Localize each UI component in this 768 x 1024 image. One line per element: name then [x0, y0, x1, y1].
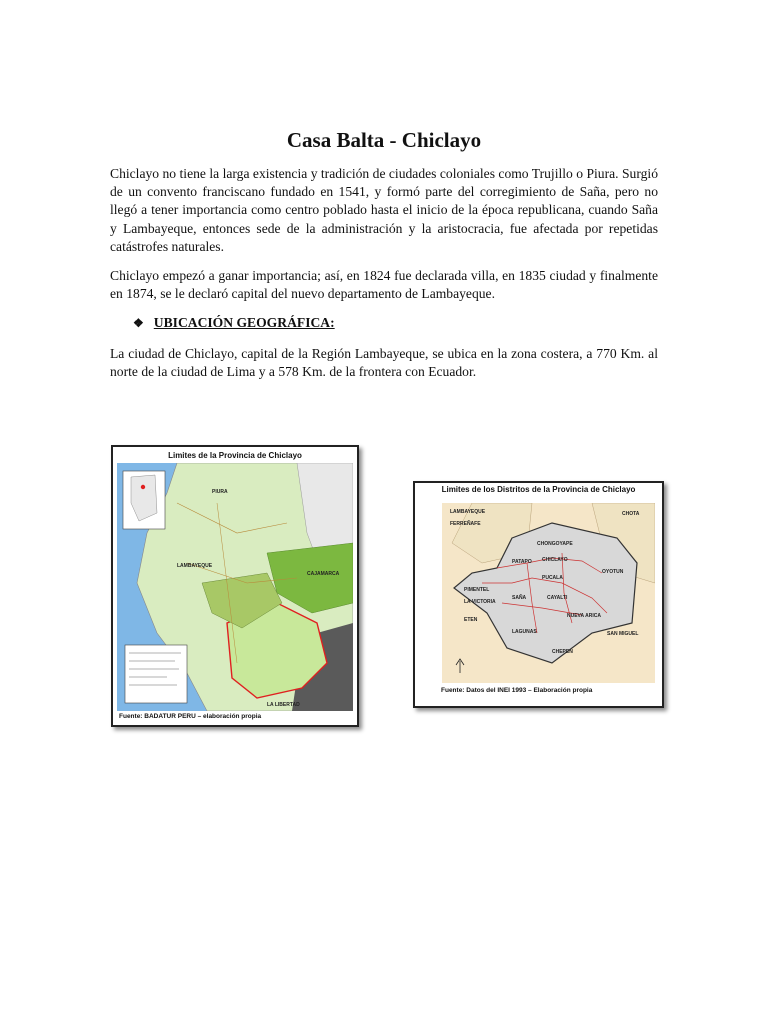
map-label-chepen: CHEPEN — [552, 649, 573, 655]
section-heading — [133, 315, 335, 331]
map-label-piura: PIURA — [212, 489, 228, 495]
map-label-pucala: PUCALA — [542, 575, 563, 581]
map-source: Fuente: Datos del INEI 1993 – Elaboración propia — [441, 687, 593, 694]
district-map-image — [442, 503, 655, 683]
map-title: Limites de los Distritos de la Provincia de Chiclayo — [441, 485, 636, 494]
diamond-bullet-icon: ❖ — [133, 315, 144, 330]
map-label-la-victoria: LA VICTORIA — [464, 599, 496, 605]
map-label-chota: CHOTA — [622, 511, 640, 517]
map-label-lambayeque: LAMBAYEQUE — [177, 563, 213, 569]
province-limits-map — [111, 445, 359, 727]
map-label-cayalti: CAYALTI — [547, 595, 568, 601]
map-label-cajamarca: CAJAMARCA — [307, 571, 340, 577]
map-label-lagunas: LAGUNAS — [512, 629, 537, 635]
page-title: Casa Balta - Chiclayo — [286, 128, 482, 152]
intro-paragraph: Chiclayo no tiene la larga existencia y tradición de ciudades coloniales como Trujillo o Piura. Surgió de un convento franciscano fundado en 1541, y formó parte del corregimiento de Saña, pero no llegó a tener importancia como centro poblado hasta el inicio de la época republicana, cuando Saña y Lambayeque, entonces sede de la administración y la aristocracia, fue afectada por repetidas catástrofes naturales. — [110, 166, 658, 254]
province-map-image — [117, 463, 353, 711]
map-label-patapo: PATAPO — [512, 559, 532, 565]
history-paragraph: Chiclayo empezó a ganar importancia; así, en 1824 fue declarada villa, en 1835 ciudad y finalmente en 1874, se le declaró capital del nuevo departamento de Lambayeque. — [110, 268, 658, 302]
map-label-chongoyape: CHONGOYAPE — [537, 541, 573, 547]
section-heading-text: UBICACIÓN GEOGRÁFICA: — [153, 315, 335, 330]
map-label-la-libertad: LA LIBERTAD — [267, 702, 300, 708]
map-label-oyotun: OYOTUN — [602, 569, 624, 575]
map-label-eten: ETEN — [464, 617, 478, 623]
map-label-sana: SAÑA — [512, 595, 527, 601]
map-label-lambayeque: LAMBAYEQUE — [450, 509, 486, 515]
map-label-san-miguel: SAN MIGUEL — [607, 631, 639, 637]
map-title: Limites de la Provincia de Chiclayo — [168, 451, 302, 460]
map-label-ferrenafe: FERREÑAFE — [450, 521, 481, 527]
map-label-chiclayo: CHICLAYO — [542, 557, 568, 563]
map-source: Fuente: BADATUR PERU – elaboración propia — [119, 713, 262, 720]
map-label-pimentel: PIMENTEL — [464, 587, 490, 593]
map-label-nueva-arica: NUEVA ARICA — [567, 613, 601, 619]
district-limits-map — [413, 481, 664, 708]
location-paragraph: La ciudad de Chiclayo, capital de la Región Lambayeque, se ubica en la zona costera, a 770 Km. al norte de la ciudad de Lima y a 578 Km. de la frontera con Ecuador. — [110, 346, 658, 380]
